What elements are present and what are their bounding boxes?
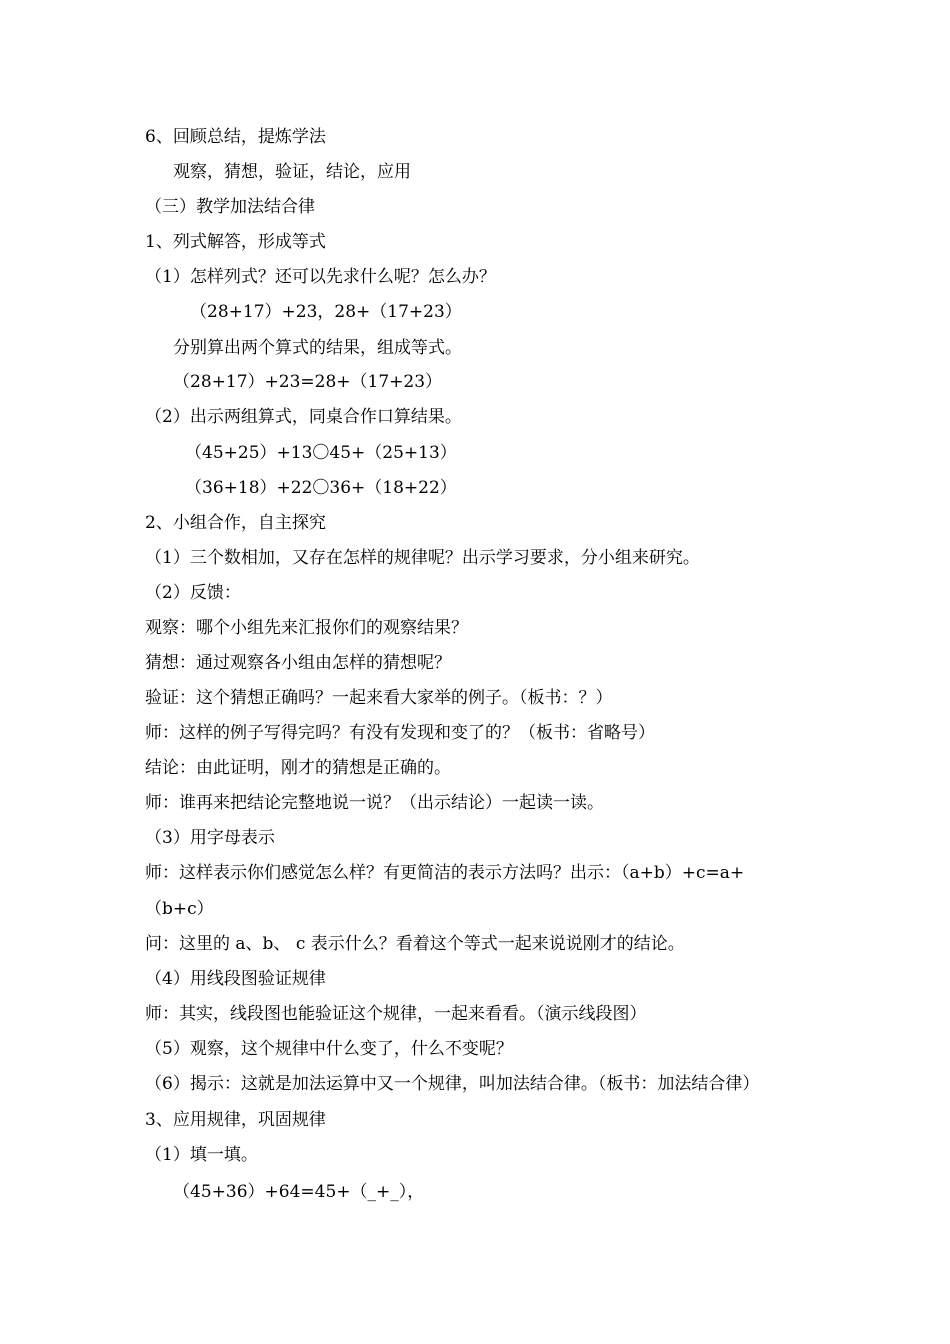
section-heading: 3、应用规律，巩固规律	[145, 1110, 326, 1130]
text-line: 师：这样表示你们感觉怎么样？有更简洁的表示方法吗？出示：（a+b）+c=a+	[145, 863, 745, 883]
section-heading: 1、列式解答，形成等式	[145, 232, 326, 252]
text-line: 结论：由此证明，刚才的猜想是正确的。	[145, 758, 451, 778]
text-line: 猜想：通过观察各小组由怎样的猜想呢？	[145, 653, 451, 673]
text-line: （1）三个数相加，又存在怎样的规律呢？出示学习要求，分小组来研究。	[145, 548, 700, 568]
text-line: 验证：这个猜想正确吗？一起来看大家举的例子。（板书：？）	[145, 688, 613, 708]
text-line: 师：谁再来把结论完整地说一说？（出示结论）一起读一读。	[145, 793, 604, 813]
text-line: （b+c）	[145, 899, 214, 919]
equation-line: （28+17）+23，28+（17+23）	[190, 302, 462, 322]
equation-line: （45+36）+64=45+（_+_），	[173, 1182, 425, 1202]
text-line: （2）反馈：	[145, 583, 241, 603]
text-line: 师：其实，线段图也能验证这个规律，一起来看看。（演示线段图）	[145, 1004, 647, 1024]
text-line: 观察：哪个小组先来汇报你们的观察结果？	[145, 618, 468, 638]
text-line: （5）观察，这个规律中什么变了，什么不变呢？	[145, 1039, 513, 1059]
text-line: （3）用字母表示	[145, 828, 275, 848]
text-line: （1）怎样列式？还可以先求什么呢？怎么办？	[145, 267, 496, 287]
text-line: 观察，猜想，验证，结论，应用	[173, 162, 411, 182]
text-line: （6）揭示：这就是加法运算中又一个规律，叫加法结合律。（板书：加法结合律）	[145, 1074, 760, 1094]
section-heading: （三）教学加法结合律	[145, 197, 315, 217]
section-heading: 2、小组合作，自主探究	[145, 513, 326, 533]
text-line: 师：这样的例子写得完吗？有没有发现和变了的？（板书：省略号）	[145, 723, 655, 743]
text-line: 问：这里的 a、b、 c 表示什么？看着这个等式一起来说说刚才的结论。	[145, 934, 685, 954]
text-line: 分别算出两个算式的结果，组成等式。	[173, 338, 462, 358]
equation-line: （45+25）+13〇45+（25+13）	[185, 443, 457, 463]
section-heading: 6、回顾总结，提炼学法	[145, 127, 326, 147]
text-line: （4）用线段图验证规律	[145, 969, 326, 989]
text-line: （2）出示两组算式，同桌合作口算结果。	[145, 407, 462, 427]
text-line: （1）填一填。	[145, 1145, 258, 1165]
equation-line: （36+18）+22〇36+（18+22）	[185, 478, 457, 498]
equation-line: （28+17）+23=28+（17+23）	[173, 372, 443, 392]
